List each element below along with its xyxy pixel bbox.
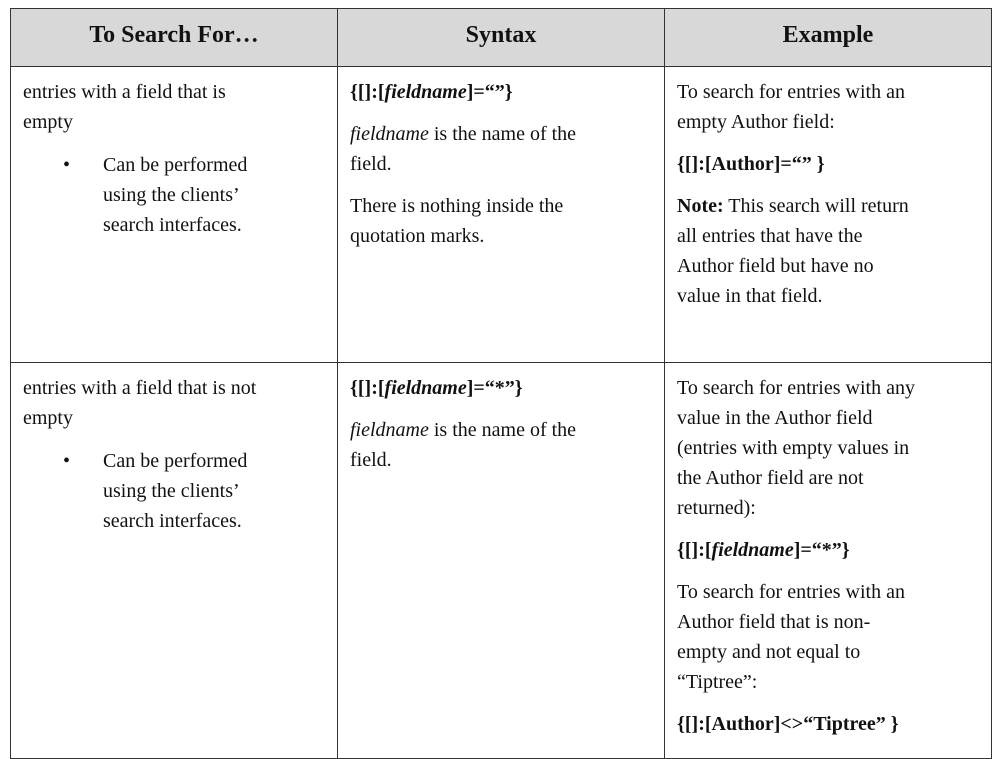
- table-header-row: [11, 9, 992, 67]
- example-syntax: [677, 535, 979, 565]
- example-note: Author field but have no: [677, 255, 874, 277]
- header-syntax: [338, 9, 665, 67]
- syntax-close: ]=“”}: [466, 81, 513, 103]
- search-for-text: empty: [23, 111, 73, 133]
- header-example-label: Example: [782, 22, 874, 48]
- example-text: value in the Author field: [677, 407, 873, 429]
- cell-example: [665, 363, 992, 759]
- example-note: value in that field.: [677, 285, 823, 307]
- example-text: Author field that is non-: [677, 611, 871, 633]
- bullet-icon: •: [63, 154, 71, 176]
- syntax-description: [350, 415, 652, 445]
- syntax-description: field.: [350, 153, 392, 175]
- bullet-text: using the clients’: [103, 184, 240, 206]
- syntax-open: {[]:[: [677, 539, 712, 561]
- cell-example: [665, 67, 992, 363]
- description-rest: is the name of the: [428, 123, 577, 145]
- header-to-search-for-label: To Search For…: [89, 22, 259, 48]
- syntax-code: [350, 77, 652, 107]
- bullet-text: search interfaces.: [103, 214, 242, 236]
- example-note: all entries that have the: [677, 225, 863, 247]
- description-field: fieldname: [350, 123, 429, 145]
- bullet-text: Can be performed: [103, 154, 248, 176]
- example-syntax: {[]:[Author]=“” }: [677, 153, 825, 175]
- search-for-text: entries with a field that is: [23, 81, 226, 103]
- bullet-item: [23, 446, 325, 536]
- example-text: empty and not equal to: [677, 641, 861, 663]
- syntax-open: {[]:[: [350, 81, 385, 103]
- example-note: [677, 191, 979, 221]
- example-text: “Tiptree”:: [677, 671, 758, 693]
- table-row: [11, 67, 992, 363]
- header-to-search-for: [11, 9, 338, 67]
- cell-search-for: [11, 363, 338, 759]
- syntax-close: ]=“*”}: [793, 539, 850, 561]
- note-text: This search will return: [723, 195, 909, 217]
- example-text: the Author field are not: [677, 467, 864, 489]
- syntax-code: [350, 373, 652, 403]
- description-rest: is the name of the: [428, 419, 577, 441]
- table-row: [11, 363, 992, 759]
- syntax-field: fieldname: [711, 539, 794, 561]
- bullet-item: [23, 150, 325, 240]
- search-for-text: entries with a field that is not: [23, 377, 257, 399]
- syntax-note: quotation marks.: [350, 225, 485, 247]
- bullet-text: search interfaces.: [103, 510, 242, 532]
- syntax-description: [350, 119, 652, 149]
- syntax-open: {[]:[: [350, 377, 385, 399]
- description-field: fieldname: [350, 419, 429, 441]
- example-text: To search for entries with any: [677, 377, 915, 399]
- cell-syntax: [338, 67, 665, 363]
- example-syntax: {[]:[Author]<>“Tiptree” }: [677, 713, 899, 735]
- example-intro: To search for entries with an: [677, 81, 905, 103]
- search-syntax-table: [10, 8, 992, 759]
- note-label: Note:: [677, 195, 724, 217]
- example-text: To search for entries with an: [677, 581, 905, 603]
- syntax-field: fieldname: [384, 377, 467, 399]
- syntax-description: field.: [350, 449, 392, 471]
- header-syntax-label: Syntax: [465, 22, 537, 48]
- example-intro: empty Author field:: [677, 111, 835, 133]
- cell-search-for: [11, 67, 338, 363]
- bullet-text: using the clients’: [103, 480, 240, 502]
- bullet-icon: •: [63, 450, 71, 472]
- example-text: returned):: [677, 497, 756, 519]
- syntax-close: ]=“*”}: [466, 377, 523, 399]
- header-example: [665, 9, 992, 67]
- example-text: (entries with empty values in: [677, 437, 910, 459]
- syntax-field: fieldname: [384, 81, 467, 103]
- bullet-text: Can be performed: [103, 450, 248, 472]
- syntax-note: There is nothing inside the: [350, 195, 564, 217]
- search-for-text: empty: [23, 407, 73, 429]
- cell-syntax: [338, 363, 665, 759]
